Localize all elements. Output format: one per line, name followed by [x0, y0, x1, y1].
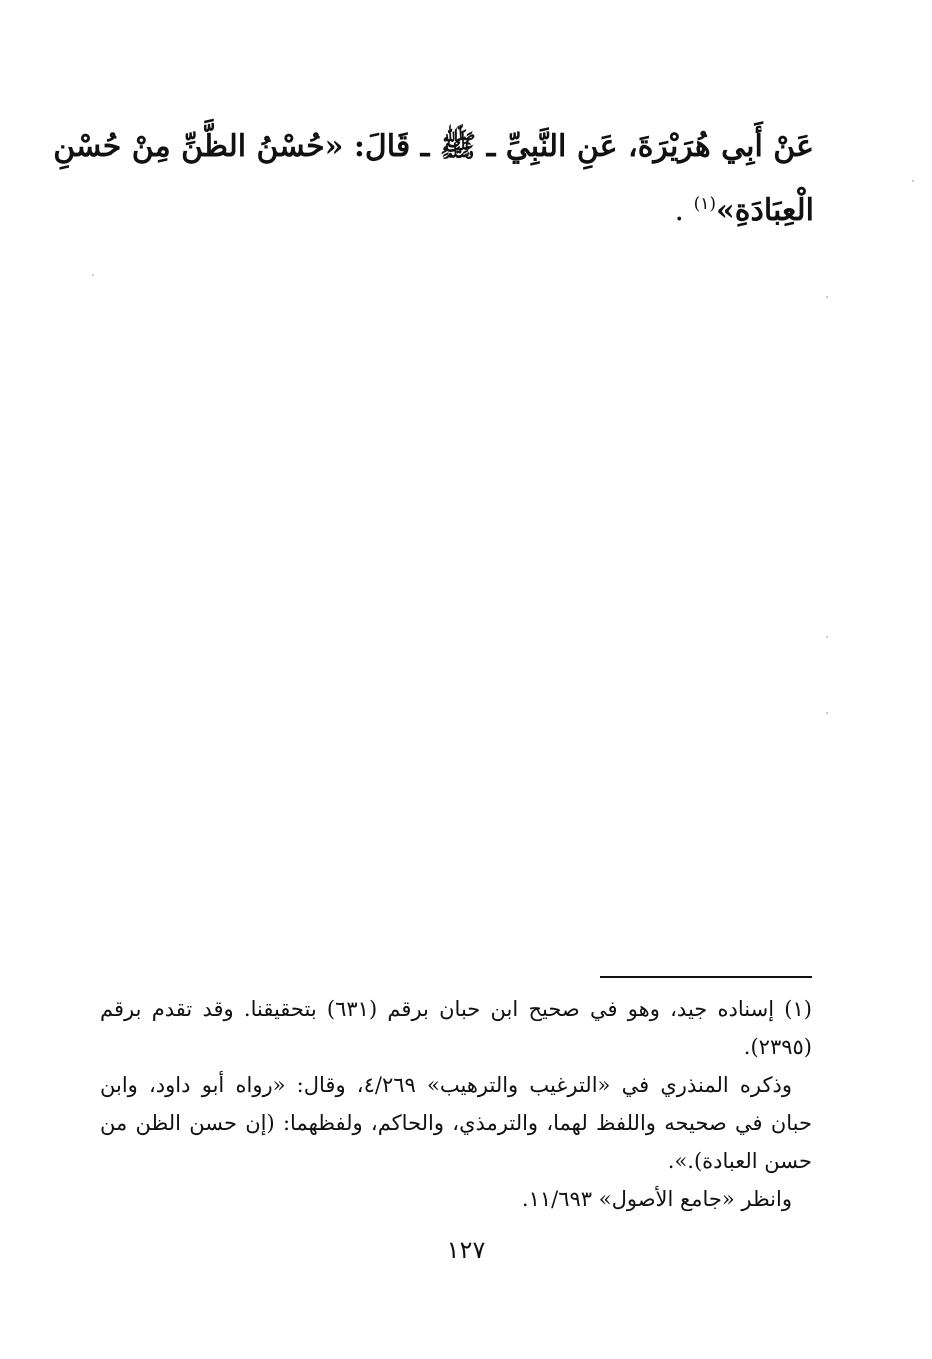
scan-speck: [826, 636, 828, 638]
hadith-line-2-text: الْعِبَادَةِ»: [716, 193, 814, 228]
footnote-line: حسن العبادة).».: [667, 1149, 812, 1173]
footnote-line: حبان في صحيحه واللفظ لهما، والترمذي، والحاكم، ولفظهما: (إن حسن الظن من: [100, 1111, 812, 1135]
hadith-line-2-end: .: [674, 193, 685, 228]
footnote-line: (٢٣٩٥).: [743, 1035, 812, 1059]
page-number: ١٢٧: [446, 1236, 486, 1264]
footnote-line: وانظر «جامع الأصول» ١١/٦٩٣.: [521, 1187, 792, 1211]
scan-speck: [826, 296, 828, 298]
scan-speck: [826, 712, 828, 714]
footnote-separator: [600, 976, 812, 978]
hadith-line-2: [99, 179, 814, 243]
hadith-text: [53, 115, 814, 243]
footnote-line: وذكره المنذري في «الترغيب والترهيب» ٤/٢٦٩، وقال: «رواه أبو داود، وابن: [100, 1073, 792, 1097]
footnote-reference: (١): [693, 194, 717, 214]
footnote-line: (١) إسناده جيد، وهو في صحيح ابن حبان برقم (٦٣١) بتحقيقنا. وقد تقدم برقم: [100, 997, 812, 1021]
hadith-line-1: عَنْ أَبِي هُرَيْرَةَ، عَنِ النَّبِيِّ ـ ﷺ ـ قَالَ: «حُسْنُ الظَّنِّ مِنْ حُسْنِ: [53, 129, 814, 164]
scan-speck: [92, 274, 94, 276]
scan-speck: [912, 180, 914, 182]
footnotes: [100, 990, 812, 1218]
